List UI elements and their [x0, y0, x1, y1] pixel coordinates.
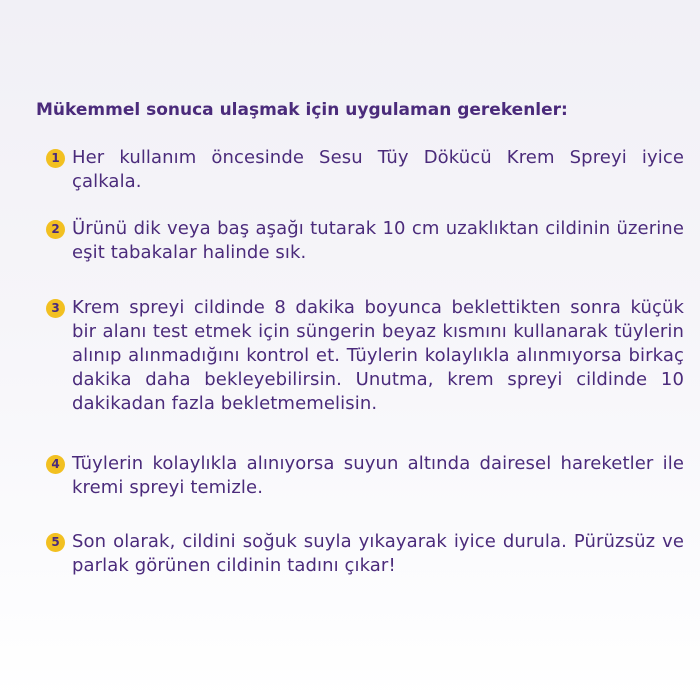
step-number-badge: 4 [46, 455, 65, 474]
step-item-1 [46, 146, 684, 194]
step-item-3 [46, 296, 684, 416]
step-text: Krem spreyi cildinde 8 dakika boyunca beklettikten sonra küçük bir alanı test etmek için süngerin beyaz kısmını kullanarak tüylerin alınıp alınmadığını kontrol et. Tüylerin kolaylıkla alınmıyorsa birkaç dakika daha bekleyebilirsin. Unutma, krem spreyi cildinde 10 dakikadan fazla bekletmemelisin. [72, 297, 684, 414]
step-text: Son olarak, cildini soğuk suyla yıkayarak iyice durula. Pürüzsüz ve parlak görünen cildinin tadını çıkar! [72, 531, 684, 576]
step-item-2 [46, 217, 684, 265]
step-item-4 [46, 452, 684, 500]
step-item-5 [46, 530, 684, 578]
step-number-badge: 3 [46, 299, 65, 318]
step-number-badge: 5 [46, 533, 65, 552]
step-text: Ürünü dik veya baş aşağı tutarak 10 cm uzaklıktan cildinin üzerine eşit tabakalar halinde sık. [72, 218, 684, 263]
step-number-badge: 1 [46, 149, 65, 168]
step-text: Her kullanım öncesinde Sesu Tüy Dökücü Krem Spreyi iyice çalkala. [72, 147, 684, 192]
step-number-badge: 2 [46, 220, 65, 239]
step-text: Tüylerin kolaylıkla alınıyorsa suyun altında dairesel hareketler ile kremi spreyi temizle. [72, 453, 684, 498]
instructions-heading: Mükemmel sonuca ulaşmak için uygulaman gerekenler: [36, 100, 568, 120]
